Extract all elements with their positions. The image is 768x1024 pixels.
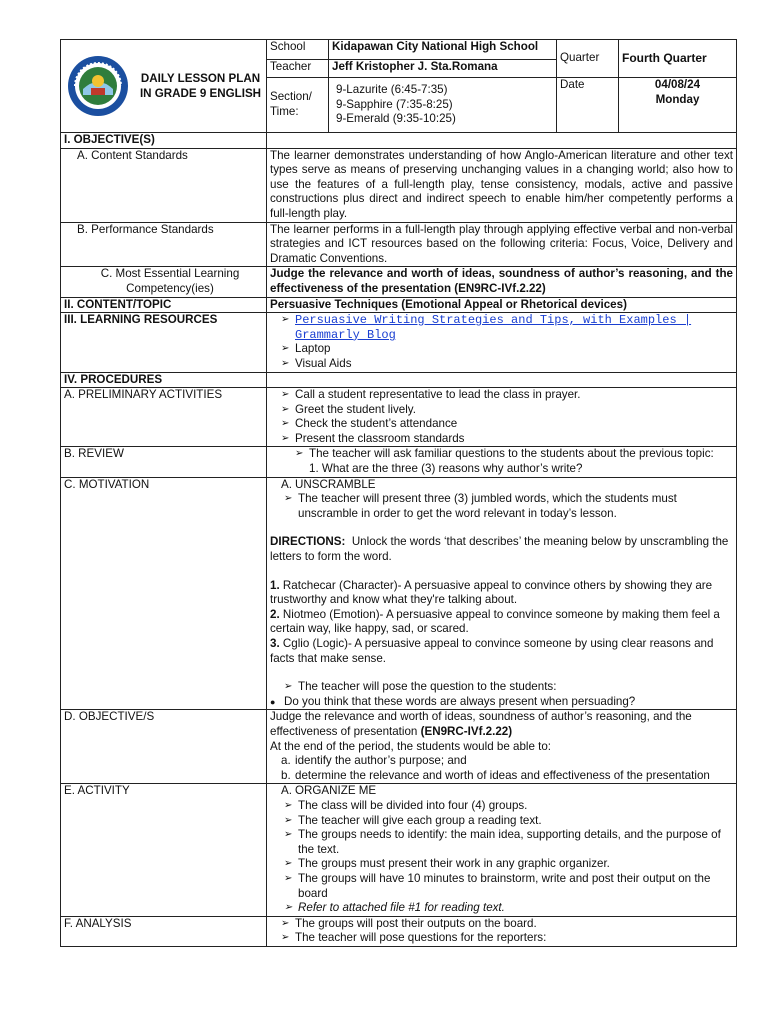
objective-item: a. identify the author’s purpose; and bbox=[281, 754, 467, 768]
teacher-label: Teacher bbox=[267, 60, 329, 78]
deped-seal-logo bbox=[61, 55, 135, 117]
preliminary-list bbox=[281, 388, 733, 446]
analysis-item: ➢ The teacher will pose questions for the reporters: bbox=[281, 931, 733, 946]
sections-cell bbox=[329, 78, 557, 133]
activity-list bbox=[270, 799, 733, 916]
resources-heading: III. LEARNING RESOURCES bbox=[61, 313, 267, 372]
page-title: DAILY LESSON PLAN IN GRADE 9 ENGLISH bbox=[139, 72, 262, 100]
objective-cell bbox=[267, 710, 737, 784]
motivation-sub-list bbox=[270, 478, 733, 493]
objectives-heading: I. OBJECTIVE(S) bbox=[61, 133, 267, 149]
date-label: Date bbox=[557, 78, 619, 133]
date-cell bbox=[619, 78, 737, 133]
preliminary-label: A. PRELIMINARY ACTIVITIES bbox=[61, 388, 267, 447]
activity-sub: ORGANIZE ME bbox=[295, 784, 377, 798]
competency-text: Judge the relevance and worth of ideas, soundness of author’s reasoning, and the effectiveness of the presentation (EN9RC-IVf.2.22) bbox=[267, 267, 737, 297]
review-cell bbox=[267, 447, 737, 477]
objective-text: Judge the relevance and worth of ideas, soundness of author’s reasoning, and the effectiveness of presentation bbox=[270, 710, 692, 738]
activity-note: ➢ Refer to attached file #1 for reading text. bbox=[284, 901, 733, 916]
word-item: 2. Niotmeo (Emotion)- A persuasive appeal to convince someone by making them feel a certain way, like happy, sad, or scared. bbox=[270, 607, 720, 636]
objective-paragraph bbox=[270, 710, 733, 739]
analysis-label: F. ANALYSIS bbox=[61, 916, 267, 946]
objective-list bbox=[270, 754, 733, 783]
activity-cell bbox=[267, 784, 737, 916]
activity-item: ➢ The teacher will give each group a reading text. bbox=[284, 814, 733, 829]
resource-link-item bbox=[281, 313, 733, 342]
preliminary-cell bbox=[267, 388, 737, 447]
word-item: 1. Ratchecar (Character)- A persuasive appeal to convince others by showing they are trustworthy and know what they're talking about. bbox=[270, 578, 713, 607]
analysis-cell bbox=[267, 916, 737, 946]
school-label: School bbox=[267, 40, 329, 60]
review-item bbox=[295, 447, 733, 476]
directions-text: Unlock the words ‘that describes’ the meaning below by unscrambling the letters to form the word. bbox=[270, 535, 729, 564]
objective-intro: At the end of the period, the students would be able to: bbox=[270, 739, 552, 753]
motivation-sub: UNSCRAMBLE bbox=[295, 477, 376, 491]
resource-item-visual-aids: ➢ Visual Aids bbox=[281, 357, 733, 372]
motivation-item: ➢ The teacher will present three (3) jumbled words, which the students must unscramble in order to get the word relevant in today’s lesson. bbox=[284, 492, 733, 521]
header-title-cell bbox=[61, 40, 267, 133]
activity-item: ➢ The groups will have 10 minutes to brainstorm, write and post their output on the board bbox=[284, 872, 733, 901]
motivation-sub-item: A. UNSCRAMBLE bbox=[281, 477, 376, 491]
activity-item: ➢ The groups needs to identify: the main idea, supporting details, and the purpose of the text. bbox=[284, 828, 733, 857]
motivation-list bbox=[270, 492, 733, 521]
date-value: 04/08/24 bbox=[654, 78, 701, 91]
preliminary-item: ➢ Check the student’s attendance bbox=[281, 417, 733, 432]
activity-item: ➢ The groups must present their work in any graphic organizer. bbox=[284, 857, 733, 872]
section-sapphire: 9-Sapphire (7:35-8:25) bbox=[336, 97, 453, 111]
content-topic-heading: II. CONTENT/TOPIC bbox=[61, 297, 267, 313]
performance-standards-text: The learner performs in a full-length play through applying effective verbal and non-verbal strategies and ICT resources based on the following criteria: Focus, Voice, Delivery and Dramatic Conventions. bbox=[267, 222, 737, 267]
activity-label: E. ACTIVITY bbox=[61, 784, 267, 916]
review-item-text: The teacher will ask familiar questions to the students about the previous topic: bbox=[309, 447, 714, 461]
review-list bbox=[295, 447, 733, 476]
activity-sub-item: A. ORGANIZE ME bbox=[281, 784, 377, 798]
teacher-value: Jeff Kristopher J. Sta.Romana bbox=[329, 60, 557, 78]
resources-cell bbox=[267, 313, 737, 372]
section-label: Section/ Time: bbox=[267, 78, 329, 133]
word-item: 3. Cglio (Logic)- A persuasive appeal to convince someone by using clear reasons and facts that make sense. bbox=[270, 637, 714, 665]
pose-item: ➢ The teacher will pose the question to the students: bbox=[284, 680, 733, 695]
objective-item: b. determine the relevance and worth of ideas and effectiveness of the presentation bbox=[281, 768, 710, 782]
analysis-item: ➢ The groups will post their outputs on the board. bbox=[281, 917, 733, 932]
analysis-list bbox=[281, 917, 733, 946]
objectives-heading-blank bbox=[267, 133, 737, 149]
content-standards-label: A. Content Standards bbox=[61, 148, 267, 222]
resource-item-laptop: ➢ Laptop bbox=[281, 342, 733, 357]
procedures-heading-blank bbox=[267, 372, 737, 388]
motivation-label: C. MOTIVATION bbox=[61, 477, 267, 710]
preliminary-item: ➢ Greet the student lively. bbox=[281, 403, 733, 418]
directions-paragraph bbox=[270, 535, 733, 564]
competency-label: C. Most Essential Learning Competency(ies) bbox=[61, 267, 267, 297]
lesson-plan-page bbox=[60, 39, 736, 947]
activity-item: ➢ The class will be divided into four (4) groups. bbox=[284, 799, 733, 814]
objective-label: D. OBJECTIVE/S bbox=[61, 710, 267, 784]
school-value: Kidapawan City National High School bbox=[329, 40, 557, 60]
directions-label: DIRECTIONS: bbox=[270, 535, 346, 549]
quarter-value: Fourth Quarter bbox=[619, 40, 737, 78]
motivation-cell bbox=[267, 477, 737, 710]
quarter-label: Quarter bbox=[557, 40, 619, 78]
content-standards-text: The learner demonstrates understanding of how Anglo-American literature and other text types serve as means of preserving unchanging values in a changing world; also how to use the features of a full-length play, tense consistency, modals, active and passive constructions plus direct and indirect speech to enable him/her competently performs a full-length play. bbox=[267, 148, 737, 222]
content-topic-value: Persuasive Techniques (Emotional Appeal or Rhetorical devices) bbox=[267, 297, 737, 313]
grammarly-blog-link[interactable]: Persuasive Writing Strategies and Tips, with Examples | Grammarly Blog bbox=[295, 313, 692, 342]
procedures-heading: IV. PROCEDURES bbox=[61, 372, 267, 388]
day-value: Monday bbox=[655, 92, 700, 106]
lesson-plan-table bbox=[60, 39, 737, 947]
objective-code: (EN9RC-IVf.2.22) bbox=[420, 724, 513, 738]
review-label: B. REVIEW bbox=[61, 447, 267, 477]
section-emerald: 9-Emerald (9:35-10:25) bbox=[336, 112, 456, 126]
preliminary-item: ➢ Present the classroom standards bbox=[281, 432, 733, 447]
performance-standards-label: B. Performance Standards bbox=[61, 222, 267, 267]
activity-sub-list bbox=[270, 784, 733, 799]
pose-question: ● Do you think that these words are always present when persuading? bbox=[270, 695, 733, 710]
resources-list bbox=[281, 313, 733, 371]
preliminary-item: ➢ Call a student representative to lead the class in prayer. bbox=[281, 388, 733, 403]
deped-seal-icon bbox=[67, 55, 129, 117]
pose-list bbox=[270, 680, 733, 695]
section-lazurite: 9-Lazurite (6:45-7:35) bbox=[336, 83, 448, 97]
review-question: 1. What are the three (3) reasons why author’s write? bbox=[309, 462, 583, 476]
